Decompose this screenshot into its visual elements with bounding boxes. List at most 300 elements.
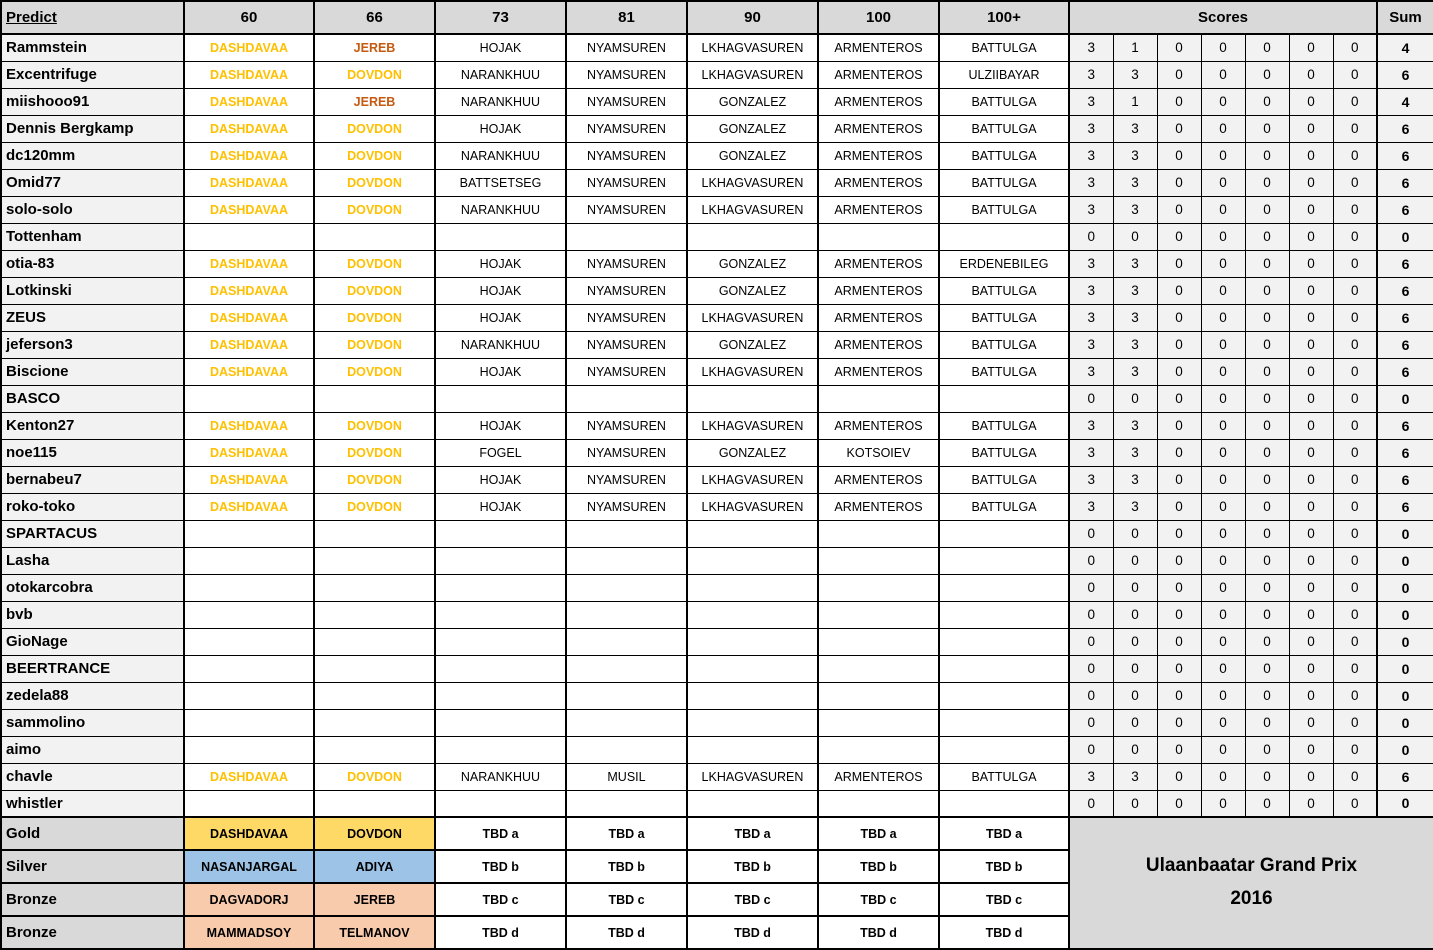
player-name-cell: ZEUS: [1, 304, 184, 331]
score-cell: 0: [1333, 682, 1377, 709]
score-cell: 0: [1289, 34, 1333, 61]
prediction-cell: [818, 790, 939, 817]
sum-cell: 6: [1377, 277, 1433, 304]
score-cell: 0: [1333, 196, 1377, 223]
prediction-cell: NYAMSUREN: [566, 358, 687, 385]
prediction-cell: BATTULGA: [939, 358, 1069, 385]
prediction-cell: GONZALEZ: [687, 115, 818, 142]
player-name-cell: zedela88: [1, 682, 184, 709]
prediction-cell: HOJAK: [435, 34, 566, 61]
prediction-cell: HOJAK: [435, 277, 566, 304]
score-cell: 0: [1201, 493, 1245, 520]
score-cell: 3: [1069, 412, 1113, 439]
player-name-cell: Lasha: [1, 547, 184, 574]
prediction-cell: DASHDAVAA: [184, 142, 314, 169]
player-row: [1, 385, 1433, 412]
prediction-cell: [566, 520, 687, 547]
sum-cell: 0: [1377, 223, 1433, 250]
prediction-cell: DOVDON: [314, 412, 435, 439]
player-name-cell: jeferson3: [1, 331, 184, 358]
event-title-line2: 2016: [1230, 888, 1273, 909]
score-cell: 3: [1069, 304, 1113, 331]
score-cell: 0: [1245, 628, 1289, 655]
score-cell: 0: [1289, 358, 1333, 385]
score-cell: 0: [1333, 34, 1377, 61]
prediction-cell: DASHDAVAA: [184, 763, 314, 790]
score-cell: 0: [1245, 790, 1289, 817]
score-cell: 0: [1113, 709, 1157, 736]
medal-tbd-cell: TBD c: [939, 883, 1069, 916]
prediction-cell: DOVDON: [314, 142, 435, 169]
player-row: [1, 736, 1433, 763]
sum-cell: 4: [1377, 34, 1433, 61]
score-cell: 0: [1333, 331, 1377, 358]
score-cell: 0: [1333, 709, 1377, 736]
score-cell: 0: [1289, 682, 1333, 709]
medal-rows: [1, 817, 1433, 949]
score-cell: 0: [1333, 493, 1377, 520]
score-cell: 0: [1157, 709, 1201, 736]
prediction-cell: [818, 736, 939, 763]
score-cell: 0: [1201, 142, 1245, 169]
prediction-cell: LKHAGVASUREN: [687, 358, 818, 385]
player-row: [1, 277, 1433, 304]
prediction-cell: NARANKHUU: [435, 763, 566, 790]
score-cell: 0: [1289, 655, 1333, 682]
medal-athlete-cell: DOVDON: [314, 817, 435, 850]
medal-label-cell: Silver: [1, 850, 184, 883]
score-cell: 0: [1201, 628, 1245, 655]
prediction-cell: GONZALEZ: [687, 277, 818, 304]
prediction-cell: DOVDON: [314, 250, 435, 277]
score-cell: 0: [1289, 223, 1333, 250]
prediction-cell: [314, 655, 435, 682]
header-weight-66: 66: [314, 1, 435, 34]
player-name-cell: Biscione: [1, 358, 184, 385]
prediction-cell: DOVDON: [314, 115, 435, 142]
score-cell: 0: [1201, 601, 1245, 628]
score-cell: 0: [1113, 223, 1157, 250]
score-cell: 0: [1333, 763, 1377, 790]
medal-tbd-cell: TBD c: [566, 883, 687, 916]
prediction-cell: DOVDON: [314, 277, 435, 304]
prediction-cell: HOJAK: [435, 115, 566, 142]
score-cell: 0: [1157, 412, 1201, 439]
header-weight-81: 81: [566, 1, 687, 34]
score-cell: 3: [1113, 250, 1157, 277]
event-title-line1: Ulaanbaatar Grand Prix: [1145, 855, 1358, 877]
prediction-cell: GONZALEZ: [687, 142, 818, 169]
player-name-cell: bernabeu7: [1, 466, 184, 493]
prediction-cell: [566, 574, 687, 601]
score-cell: 0: [1333, 250, 1377, 277]
score-cell: 0: [1333, 736, 1377, 763]
prediction-cell: NYAMSUREN: [566, 115, 687, 142]
score-cell: 0: [1289, 493, 1333, 520]
score-cell: 0: [1289, 736, 1333, 763]
prediction-cell: BATTULGA: [939, 304, 1069, 331]
prediction-cell: [939, 709, 1069, 736]
score-cell: 0: [1201, 520, 1245, 547]
player-name-cell: whistler: [1, 790, 184, 817]
medal-athlete-cell: ADIYA: [314, 850, 435, 883]
prediction-cell: [939, 520, 1069, 547]
prediction-cell: [939, 223, 1069, 250]
score-cell: 0: [1201, 763, 1245, 790]
score-cell: 0: [1245, 709, 1289, 736]
prediction-cell: BATTSETSEG: [435, 169, 566, 196]
score-cell: 3: [1113, 115, 1157, 142]
prediction-cell: GONZALEZ: [687, 250, 818, 277]
score-cell: 0: [1157, 88, 1201, 115]
sum-cell: 0: [1377, 790, 1433, 817]
player-name-cell: chavle: [1, 763, 184, 790]
prediction-cell: ARMENTEROS: [818, 331, 939, 358]
prediction-cell: LKHAGVASUREN: [687, 169, 818, 196]
prediction-cell: DOVDON: [314, 358, 435, 385]
player-row: [1, 790, 1433, 817]
score-cell: 0: [1201, 358, 1245, 385]
prediction-cell: NYAMSUREN: [566, 142, 687, 169]
prediction-cell: [566, 223, 687, 250]
score-cell: 0: [1201, 61, 1245, 88]
prediction-cell: BATTULGA: [939, 142, 1069, 169]
prediction-cell: [435, 547, 566, 574]
prediction-cell: ARMENTEROS: [818, 466, 939, 493]
medal-tbd-cell: TBD d: [566, 916, 687, 949]
prediction-cell: DOVDON: [314, 304, 435, 331]
prediction-cell: ARMENTEROS: [818, 304, 939, 331]
prediction-cell: KOTSOIEV: [818, 439, 939, 466]
prediction-cell: DASHDAVAA: [184, 34, 314, 61]
score-cell: 0: [1201, 385, 1245, 412]
score-cell: 0: [1245, 682, 1289, 709]
prediction-cell: HOJAK: [435, 358, 566, 385]
prediction-cell: [314, 520, 435, 547]
score-cell: 0: [1201, 682, 1245, 709]
score-cell: 0: [1157, 736, 1201, 763]
score-cell: 0: [1289, 61, 1333, 88]
prediction-cell: DOVDON: [314, 763, 435, 790]
score-cell: 0: [1245, 439, 1289, 466]
score-cell: 3: [1069, 763, 1113, 790]
score-cell: 0: [1245, 115, 1289, 142]
score-cell: 0: [1333, 628, 1377, 655]
player-row: [1, 439, 1433, 466]
prediction-cell: DASHDAVAA: [184, 277, 314, 304]
score-cell: 0: [1289, 763, 1333, 790]
prediction-cell: NYAMSUREN: [566, 277, 687, 304]
score-cell: 0: [1289, 385, 1333, 412]
score-cell: 0: [1289, 466, 1333, 493]
score-cell: 3: [1113, 763, 1157, 790]
score-cell: 0: [1245, 574, 1289, 601]
score-cell: 0: [1157, 493, 1201, 520]
prediction-cell: [818, 601, 939, 628]
score-cell: 0: [1289, 790, 1333, 817]
score-cell: 0: [1157, 385, 1201, 412]
prediction-cell: LKHAGVASUREN: [687, 763, 818, 790]
player-name-cell: aimo: [1, 736, 184, 763]
score-cell: 3: [1113, 142, 1157, 169]
prediction-cell: [184, 574, 314, 601]
sum-cell: 0: [1377, 520, 1433, 547]
score-cell: 0: [1069, 385, 1113, 412]
sum-cell: 6: [1377, 331, 1433, 358]
score-cell: 0: [1157, 574, 1201, 601]
prediction-cell: DOVDON: [314, 439, 435, 466]
score-cell: 3: [1069, 196, 1113, 223]
medal-tbd-cell: TBD d: [939, 916, 1069, 949]
prediction-cell: [818, 574, 939, 601]
score-cell: 0: [1245, 520, 1289, 547]
score-cell: 0: [1113, 790, 1157, 817]
prediction-cell: DASHDAVAA: [184, 61, 314, 88]
sum-cell: 6: [1377, 142, 1433, 169]
player-name-cell: otokarcobra: [1, 574, 184, 601]
prediction-cell: [687, 736, 818, 763]
score-cell: 0: [1245, 736, 1289, 763]
medal-tbd-cell: TBD b: [687, 850, 818, 883]
score-cell: 0: [1201, 790, 1245, 817]
prediction-cell: NYAMSUREN: [566, 439, 687, 466]
prediction-cell: JEREB: [314, 88, 435, 115]
prediction-cell: [184, 655, 314, 682]
score-cell: 0: [1113, 385, 1157, 412]
sum-cell: 0: [1377, 574, 1433, 601]
score-cell: 0: [1289, 169, 1333, 196]
score-cell: 0: [1333, 520, 1377, 547]
prediction-cell: [435, 601, 566, 628]
prediction-cell: [184, 520, 314, 547]
player-row: [1, 358, 1433, 385]
sum-cell: 0: [1377, 385, 1433, 412]
score-cell: 0: [1289, 142, 1333, 169]
medal-tbd-cell: TBD c: [435, 883, 566, 916]
score-cell: 0: [1069, 709, 1113, 736]
prediction-cell: DASHDAVAA: [184, 250, 314, 277]
prediction-cell: HOJAK: [435, 304, 566, 331]
prediction-cell: [435, 709, 566, 736]
player-row: [1, 331, 1433, 358]
score-cell: 0: [1069, 547, 1113, 574]
prediction-cell: [818, 655, 939, 682]
score-cell: 0: [1069, 574, 1113, 601]
prediction-cell: ARMENTEROS: [818, 277, 939, 304]
score-cell: 0: [1289, 331, 1333, 358]
sum-cell: 0: [1377, 736, 1433, 763]
medal-athlete-cell: NASANJARGAL: [184, 850, 314, 883]
score-cell: 0: [1201, 547, 1245, 574]
prediction-cell: NYAMSUREN: [566, 34, 687, 61]
medal-label-cell: Gold: [1, 817, 184, 850]
sum-cell: 6: [1377, 763, 1433, 790]
prediction-cell: [818, 520, 939, 547]
score-cell: 0: [1201, 331, 1245, 358]
score-cell: 0: [1333, 790, 1377, 817]
prediction-cell: [818, 709, 939, 736]
prediction-cell: ARMENTEROS: [818, 115, 939, 142]
header-weight-100plus: 100+: [939, 1, 1069, 34]
score-cell: 0: [1201, 736, 1245, 763]
prediction-cell: DASHDAVAA: [184, 304, 314, 331]
sum-cell: 0: [1377, 709, 1433, 736]
score-cell: 0: [1289, 196, 1333, 223]
score-cell: 3: [1069, 115, 1113, 142]
prediction-cell: [566, 547, 687, 574]
score-cell: 0: [1069, 682, 1113, 709]
score-cell: 3: [1113, 169, 1157, 196]
header-weight-100: 100: [818, 1, 939, 34]
player-name-cell: otia-83: [1, 250, 184, 277]
score-cell: 0: [1245, 250, 1289, 277]
player-name-cell: Rammstein: [1, 34, 184, 61]
score-cell: 3: [1069, 493, 1113, 520]
prediction-cell: [566, 601, 687, 628]
score-cell: 0: [1245, 358, 1289, 385]
prediction-cell: [939, 385, 1069, 412]
prediction-cell: NYAMSUREN: [566, 196, 687, 223]
prediction-cell: DASHDAVAA: [184, 169, 314, 196]
prediction-cell: NYAMSUREN: [566, 304, 687, 331]
prediction-cell: ARMENTEROS: [818, 493, 939, 520]
score-cell: 0: [1069, 601, 1113, 628]
score-cell: 0: [1157, 304, 1201, 331]
prediction-cell: [314, 601, 435, 628]
player-row: [1, 709, 1433, 736]
score-cell: 0: [1113, 682, 1157, 709]
score-cell: 0: [1289, 709, 1333, 736]
medal-athlete-cell: DASHDAVAA: [184, 817, 314, 850]
prediction-cell: DASHDAVAA: [184, 88, 314, 115]
score-cell: 0: [1333, 115, 1377, 142]
prediction-cell: [184, 682, 314, 709]
score-cell: 0: [1069, 223, 1113, 250]
sum-cell: 6: [1377, 61, 1433, 88]
prediction-cell: HOJAK: [435, 412, 566, 439]
score-cell: 1: [1113, 34, 1157, 61]
score-cell: 3: [1069, 358, 1113, 385]
prediction-cell: [687, 601, 818, 628]
player-row: [1, 142, 1433, 169]
player-row: [1, 34, 1433, 61]
header-scores: Scores: [1069, 1, 1377, 34]
player-row: [1, 601, 1433, 628]
score-cell: 0: [1069, 655, 1113, 682]
player-name-cell: SPARTACUS: [1, 520, 184, 547]
sum-cell: 6: [1377, 358, 1433, 385]
score-cell: 3: [1113, 412, 1157, 439]
prediction-cell: [566, 628, 687, 655]
medal-tbd-cell: TBD c: [687, 883, 818, 916]
prediction-cell: [435, 520, 566, 547]
score-cell: 0: [1201, 223, 1245, 250]
prediction-cell: NARANKHUU: [435, 142, 566, 169]
player-row: [1, 412, 1433, 439]
score-cell: 0: [1113, 736, 1157, 763]
player-row: [1, 466, 1433, 493]
prediction-cell: DOVDON: [314, 169, 435, 196]
prediction-cell: [435, 574, 566, 601]
score-cell: 0: [1069, 628, 1113, 655]
score-cell: 0: [1289, 601, 1333, 628]
prediction-cell: [939, 547, 1069, 574]
score-cell: 0: [1113, 628, 1157, 655]
prediction-cell: [184, 736, 314, 763]
score-cell: 0: [1289, 520, 1333, 547]
medal-tbd-cell: TBD a: [687, 817, 818, 850]
score-cell: 0: [1289, 250, 1333, 277]
medal-tbd-cell: TBD b: [566, 850, 687, 883]
score-cell: 0: [1289, 628, 1333, 655]
player-name-cell: solo-solo: [1, 196, 184, 223]
prediction-cell: BATTULGA: [939, 277, 1069, 304]
score-cell: 0: [1333, 61, 1377, 88]
prediction-cell: ARMENTEROS: [818, 169, 939, 196]
score-cell: 0: [1201, 574, 1245, 601]
prediction-cell: BATTULGA: [939, 34, 1069, 61]
prediction-cell: ARMENTEROS: [818, 763, 939, 790]
score-cell: 0: [1157, 196, 1201, 223]
sum-cell: 6: [1377, 439, 1433, 466]
prediction-cell: JEREB: [314, 34, 435, 61]
prediction-cell: DASHDAVAA: [184, 331, 314, 358]
score-cell: 0: [1201, 439, 1245, 466]
score-cell: 1: [1113, 88, 1157, 115]
score-cell: 0: [1201, 412, 1245, 439]
prediction-cell: [566, 385, 687, 412]
prediction-cell: NYAMSUREN: [566, 250, 687, 277]
score-cell: 0: [1245, 466, 1289, 493]
prediction-cell: [818, 385, 939, 412]
prediction-cell: NYAMSUREN: [566, 61, 687, 88]
score-cell: 0: [1113, 574, 1157, 601]
prediction-cell: BATTULGA: [939, 439, 1069, 466]
score-cell: 0: [1333, 142, 1377, 169]
sum-cell: 0: [1377, 547, 1433, 574]
prediction-cell: [435, 736, 566, 763]
player-row: [1, 493, 1433, 520]
player-row: [1, 547, 1433, 574]
score-cell: 0: [1333, 169, 1377, 196]
prediction-cell: [687, 628, 818, 655]
prediction-cell: [184, 601, 314, 628]
prediction-cell: FOGEL: [435, 439, 566, 466]
prediction-cell: [687, 547, 818, 574]
player-row: [1, 223, 1433, 250]
header-weight-73: 73: [435, 1, 566, 34]
sum-cell: 6: [1377, 169, 1433, 196]
score-cell: 0: [1289, 304, 1333, 331]
player-name-cell: noe115: [1, 439, 184, 466]
prediction-cell: NYAMSUREN: [566, 331, 687, 358]
score-cell: 3: [1069, 466, 1113, 493]
prediction-cell: [184, 790, 314, 817]
score-cell: 0: [1157, 169, 1201, 196]
score-cell: 0: [1157, 790, 1201, 817]
score-cell: 0: [1245, 763, 1289, 790]
prediction-cell: [184, 385, 314, 412]
prediction-cell: NYAMSUREN: [566, 493, 687, 520]
sum-cell: 0: [1377, 601, 1433, 628]
player-row: [1, 304, 1433, 331]
score-cell: 0: [1245, 331, 1289, 358]
prediction-cell: NARANKHUU: [435, 88, 566, 115]
score-cell: 0: [1201, 655, 1245, 682]
prediction-cell: [314, 628, 435, 655]
score-cell: 0: [1245, 412, 1289, 439]
prediction-cell: BATTULGA: [939, 493, 1069, 520]
